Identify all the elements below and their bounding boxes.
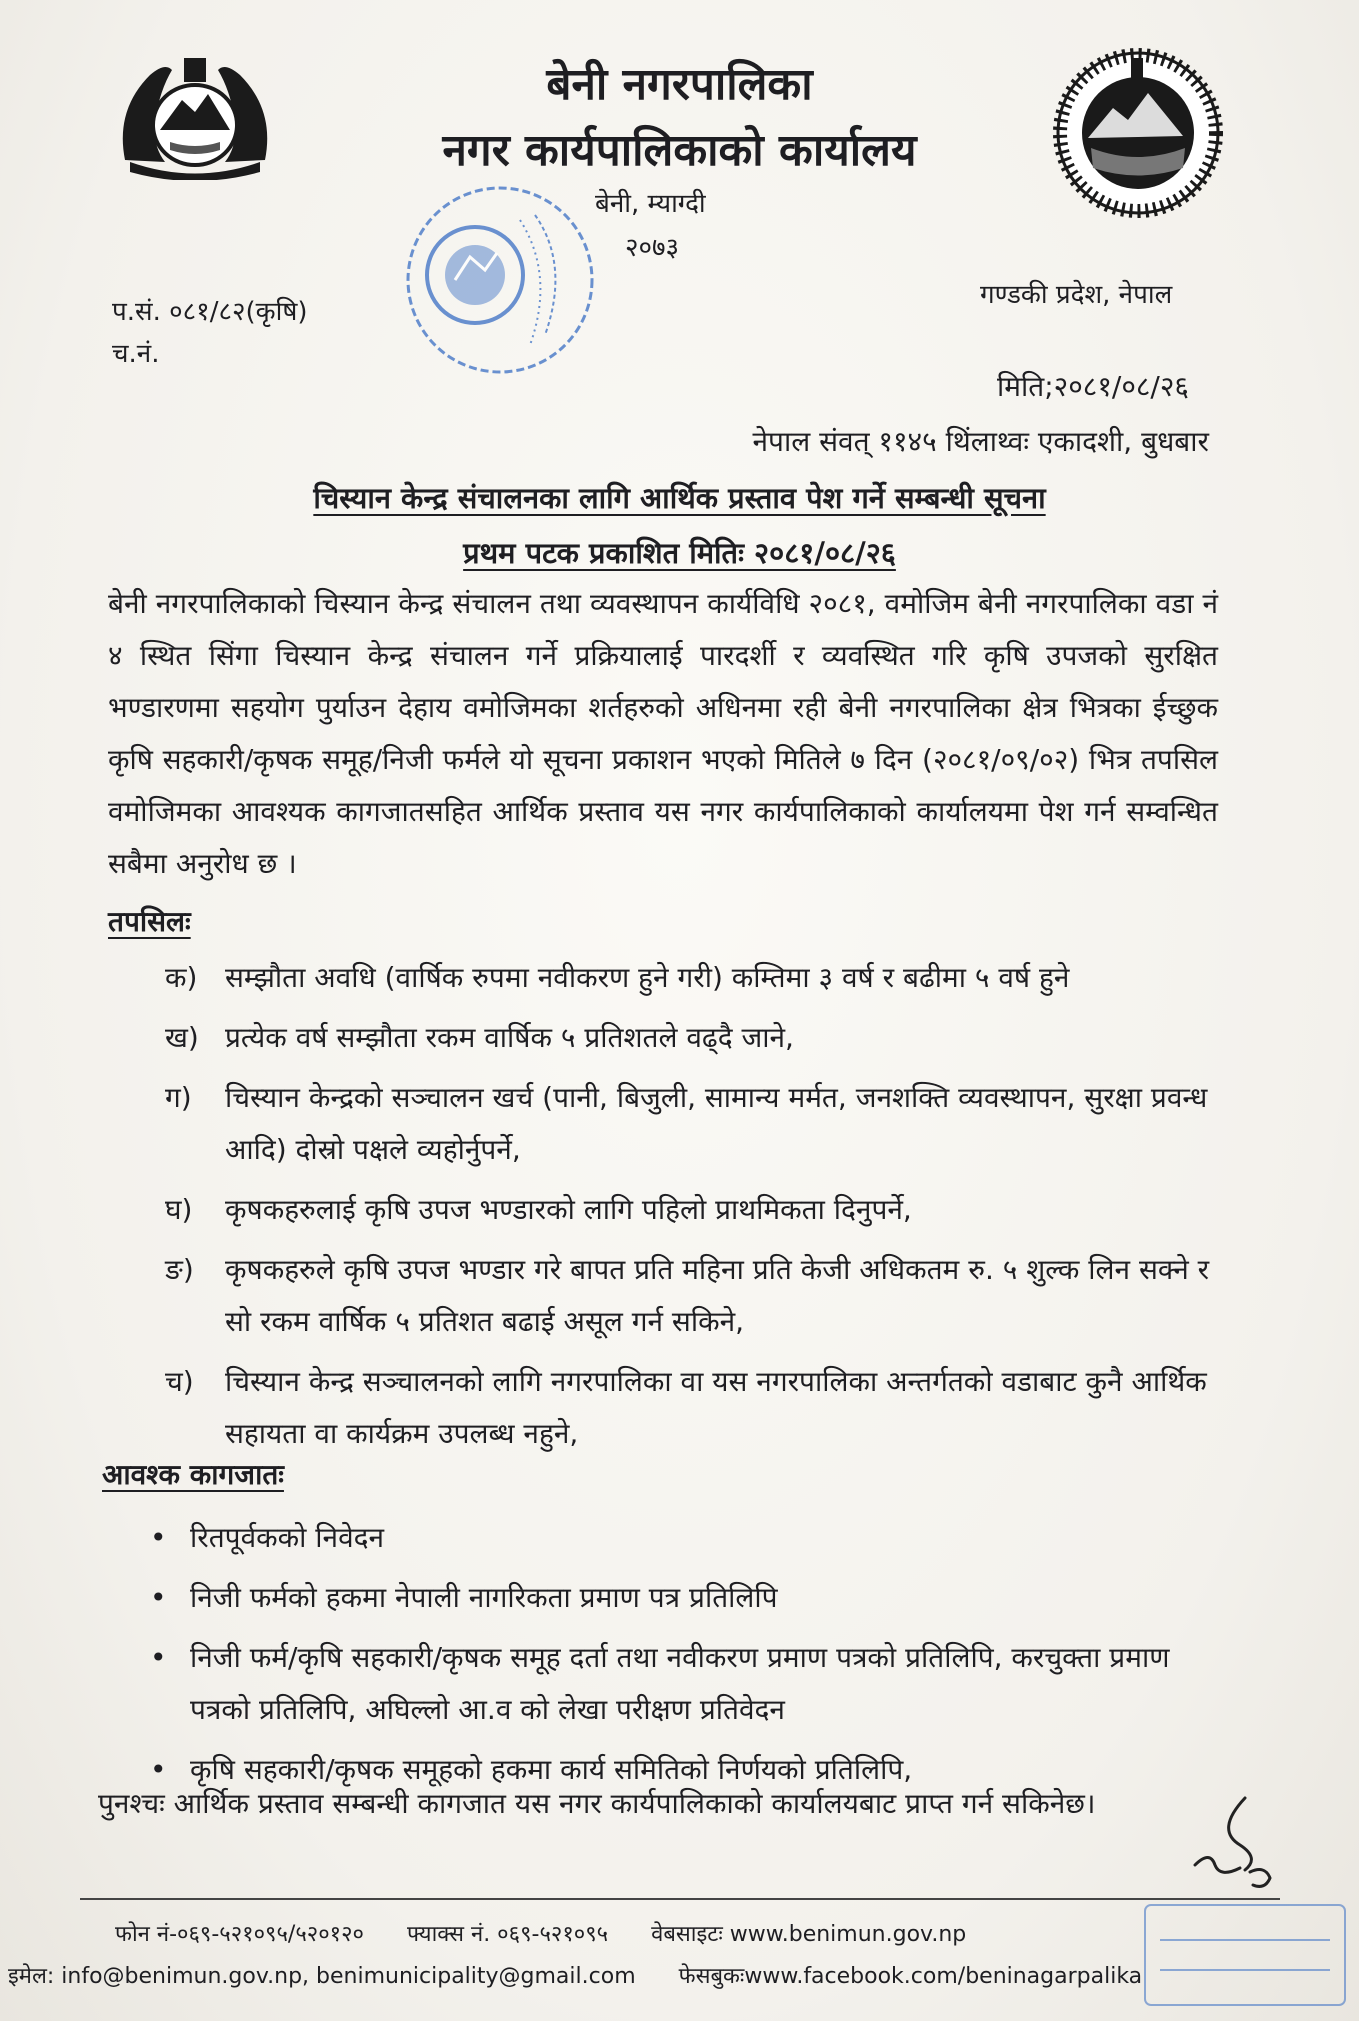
reference-number: प.सं. ०८१/८२(कृषि) [112,297,308,327]
footer-email-link[interactable]: इमेल: info@benimun.gov.np, benimunicipality@gmail.com [8,1964,636,1989]
document-item [150,1512,1230,1564]
condition-marker: च) [165,1365,194,1398]
document-text: निजी फर्मको हकमा नेपाली नागरिकता प्रमाण पत्र प्रतिलिपि [190,1581,778,1614]
notice-subject-text: चिस्यान केन्द्र संचालनका लागि आर्थिक प्रस्ताव पेश गर्ने सम्बन्धी सूचना [313,481,1046,515]
document-item [150,1632,1230,1736]
bullet-icon: • [150,1753,167,1786]
document-text: रितपूर्वकको निवेदन [190,1521,385,1554]
office-name: नगर कार्यपालिकाको कार्यालय [442,125,917,176]
office-seal-stamp [395,175,615,385]
condition-item [165,1184,1215,1236]
condition-item [165,1356,1215,1460]
footer-phone: फोन नं-०६९-५२१०९५/५२०१२० [115,1922,364,1947]
document-item [150,1572,1230,1624]
bullet-icon: • [150,1521,167,1554]
condition-text: कृषकहरुलाई कृषि उपज भण्डारको लागि पहिलो प्राथमिकता दिनुपर्ने, [225,1193,912,1226]
condition-marker: ङ) [165,1253,194,1286]
condition-text: प्रत्येक वर्ष सम्झौता रकम वार्षिक ५ प्रतिशतले वढ्दै जाने, [225,1021,794,1054]
signatory-stamp [1140,1900,1350,2010]
footer-facebook-link[interactable]: फेसबुकःwww.facebook.com/beninagarpalika [678,1964,1143,1989]
document-text: कृषि सहकारी/कृषक समूहको हकमा कार्य समितिको निर्णयको प्रतिलिपि, [190,1753,913,1786]
documents-title: आवश्क कागजातः [102,1458,284,1491]
condition-text: कृषकहरुले कृषि उपज भण्डार गरे बापत प्रति महिना प्रति केजी अधिकतम रु. ५ शुल्क लिन सक्ने र सो रकम वार्षिक ५ प्रतिशत बढाई असूल गर्न सकिने, [225,1253,1210,1338]
province-line: गण्डकी प्रदेश, नेपाल [980,280,1173,310]
signature-mark [1185,1790,1295,1900]
document-text: निजी फर्म/कृषि सहकारी/कृषक समूह दर्ता तथा नवीकरण प्रमाण पत्रको प्रतिलिपि, करचुक्ता प्रमाण पत्रको प्रतिलिपि, अघिल्लो आ.व को लेखा परीक्षण प्रतिवेदन [190,1641,1170,1726]
condition-item [165,1072,1215,1176]
notice-body: बेनी नगरपालिकाको चिस्यान केन्द्र संचालन तथा व्यवस्थापन कार्यविधि २०८१, वमोजिम बेनी नगरपालिका वडा नं ४ स्थित सिंगा चिस्यान केन्द्र संचालन गर्ने प्रक्रियालाई पारदर्शी र व्यवस्थित गरि कृषि उपजको सुरक्षित भण्डारणमा सहयोग पुर्याउन देहाय वमोजिमका शर्तहरुको अधिनमा रही बेनी नगरपालिका क्षेत्र भित्रका ईच्छुक कृषि सहकारी/कृषक समूह/निजी फर्मले यो सूचना प्रकाशन भएको मितिले ७ दिन (२०८१/०९/०२) भित्र तपसिल वमोजिमका आवश्यक कागजातसहित आर्थिक प्रस्ताव यस नगर कार्यपालिकाको कार्यालयमा पेश गर्न सम्वन्धित सबैमा अनुरोध छ । [108,587,1218,880]
first-published-text: प्रथम पटक प्रकाशित मितिः २०८१/०८/२६ [463,536,896,570]
documents-list [150,1512,1230,1804]
first-published-line [0,533,1359,572]
footer-divider [80,1898,1280,1900]
footer-website-link[interactable]: वेबसाइटः www.benimun.gov.np [651,1922,967,1947]
postscript-note: पुनश्चः आर्थिक प्रस्ताव सम्बन्धी कागजात यस नगर कार्यपालिकाको कार्यालयबाट प्राप्त गर्न सकिनेछ। [98,1787,1096,1820]
condition-item [165,1012,1215,1064]
footer-fax: फ्याक्स नं. ०६९-५२१०९५ [406,1922,609,1947]
condition-item [165,1244,1215,1348]
condition-marker: घ) [165,1193,193,1226]
condition-text: सम्झौता अवधि (वार्षिक रुपमा नवीकरण हुने गरी) कम्तिमा ३ वर्ष र बढीमा ५ वर्ष हुने [225,961,1070,994]
established-year: २०७३ [625,233,680,263]
condition-marker: क) [165,961,198,994]
conditions-list [165,952,1215,1468]
bullet-icon: • [150,1641,167,1674]
footer-online-line [8,1960,1178,1990]
issue-date: मिति;२०८१/०८/२६ [997,370,1189,403]
nepal-sambat-date: नेपाल संवत् ११४५ थिंलाथ्वः एकादशी, बुधबार [752,425,1209,458]
place-line: बेनी, म्याग्दी [595,189,706,219]
condition-item [165,952,1215,1004]
condition-marker: ख) [165,1021,199,1054]
dispatch-number: च.नं. [112,339,160,369]
condition-text: चिस्यान केन्द्र सञ्चालनको लागि नगरपालिका वा यस नगरपालिका अन्तर्गतको वडाबाट कुनै आर्थिक सहायता वा कार्यक्रम उपलब्ध नहुने, [225,1365,1207,1450]
municipality-name: बेनी नगरपालिका [546,59,813,110]
footer-contact-line [115,1918,1002,1948]
conditions-title: तपसिलः [108,905,191,938]
bullet-icon: • [150,1581,167,1614]
condition-marker: ग) [165,1081,192,1114]
condition-text: चिस्यान केन्द्रको सञ्चालन खर्च (पानी, बिजुली, सामान्य मर्मत, जनशक्ति व्यवस्थापन, सुरक्षा प्रवन्ध आदि) दोस्रो पक्षले व्यहोर्नुपर्ने, [225,1081,1208,1166]
notice-subject [0,478,1359,517]
